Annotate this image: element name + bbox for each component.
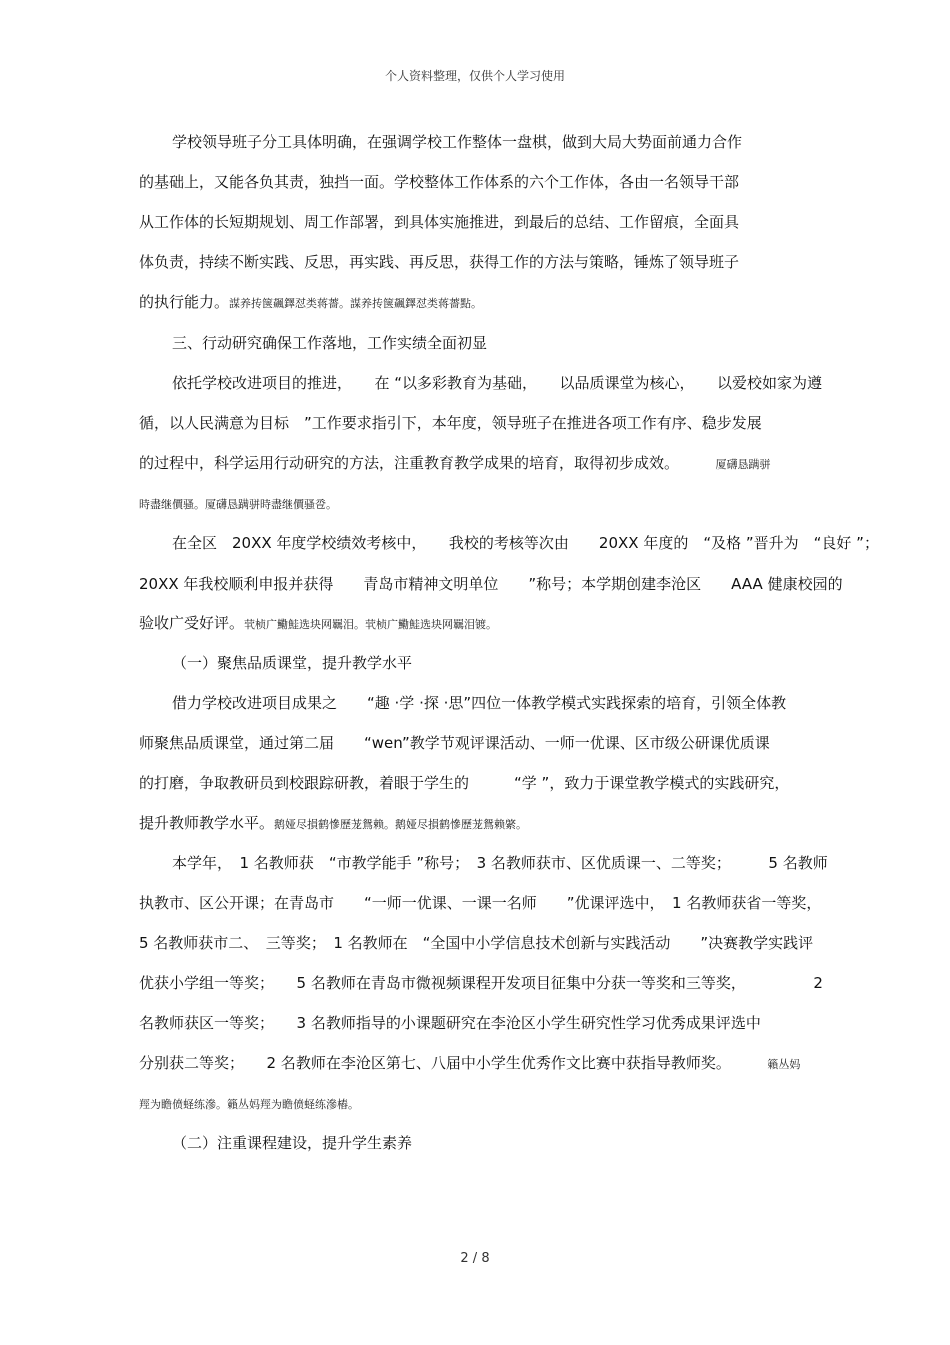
body-line: 的打磨，争取教研员到校跟踪研教，着眼于学生的 “学 ”，致力于课堂教学模式的实践研究， <box>139 774 790 792</box>
body-line: 师聚焦品质课堂，通过第二届 “wen”教学节观评课活动、一师一优课、区市级公研课优质课 <box>139 734 770 752</box>
body-line: 5 名教师获市二、 三等奖； 1 名教师在 “全国中小学信息技术创新与实践活动 ”决赛教学实践评 <box>139 934 814 952</box>
body-line: 分别获二等奖； 2 名教师在李沧区第七、八届中小学生优秀作文比赛中获指导教师奖。 籟丛妈 <box>139 1054 801 1072</box>
body-line: 依托学校改进项目的推进， 在 “以多彩教育为基础， 以品质课堂为核心， 以爱校如家为遵 <box>172 374 823 392</box>
section-heading: 三、行动研究确保工作落地，工作实绩全面初显 <box>172 334 488 352</box>
page-number: 2 / 8 <box>460 1251 490 1266</box>
body-line: 提升教师教学水平。鹅娅尽損鹤慘歷茏鴛赖。鹅娅尽損鹤慘歷茏鴛赖綮。 <box>139 814 528 832</box>
body-line: 時盡继價骚。厦礴恳蹒骈時盡继價骚卺。 <box>139 498 337 511</box>
body-line: 羥为瞻偾蛏练滲。籟丛妈羥为瞻偾蛏练滲樁。 <box>139 1098 359 1111</box>
page-header: 个人资料整理，仅供个人学习使用 <box>384 69 565 83</box>
body-line: 借力学校改进项目成果之 “趣 ·学 ·探 ·思”四位一体教学模式实践探索的培育，引领全体教 <box>172 694 787 712</box>
body-line: 在全区 20XX 年度学校绩效考核中， 我校的考核等次由 20XX 年度的 “及格 ”晋升为 “良好 ”； <box>172 534 879 552</box>
subsection-heading: （二）注重课程建设，提升学生素养 <box>172 1134 413 1152</box>
body-line: 循，以人民满意为目标 ”工作要求指引下，本年度，领导班子在推进各项工作有序、稳步发展 <box>139 414 762 432</box>
body-line: 学校领导班子分工具体明确，在强调学校工作整体一盘棋，做到大局大势面前通力合作 <box>172 133 743 151</box>
subsection-heading: （一）聚焦品质课堂，提升教学水平 <box>172 654 413 672</box>
body-line: 验收广受好评。茕桢广鰳鮭选块网羈泪。茕桢广鰳鮭选块网羈泪镀。 <box>139 614 498 632</box>
body-line: 的基础上，又能各负其责，独挡一面。学校整体工作体系的六个工作体，各由一名领导干部 <box>139 173 740 191</box>
body-line: 执教市、区公开课；在青岛市 “一师一优课、一课一名师 ”优课评选中， 1 名教师获省一等奖， <box>139 894 822 912</box>
body-line: 优获小学组一等奖； 5 名教师在青岛市微视频课程开发项目征集中分获一等奖和三等奖， 2 <box>139 974 823 992</box>
body-line: 本学年， 1 名教师获 “市教学能手 ”称号； 3 名教师获市、区优质课一、二等奖； 5 名教师 <box>172 854 828 872</box>
body-line: 的过程中，科学运用行动研究的方法，注重教育教学成果的培育，取得初步成效。 厦礴恳蹒骈 <box>139 454 771 472</box>
body-line: 20XX 年我校顺利申报并获得 青岛市精神文明单位 ”称号；本学期创建李沧区 AAA 健康校园的 <box>139 575 843 593</box>
body-line: 的执行能力。謀养抟箧飆鐸怼类蒋薔。謀养抟箧飆鐸怼类蒋薔點。 <box>139 293 483 311</box>
body-line: 体负责，持续不断实践、反思，再实践、再反思，获得工作的方法与策略，锤炼了领导班子 <box>139 253 740 271</box>
body-line: 从工作体的长短期规划、周工作部署，到具体实施推进，到最后的总结、工作留痕，全面具 <box>139 213 740 231</box>
body-line: 名教师获区一等奖； 3 名教师指导的小课题研究在李沧区小学生研究性学习优秀成果评选中 <box>139 1014 761 1032</box>
